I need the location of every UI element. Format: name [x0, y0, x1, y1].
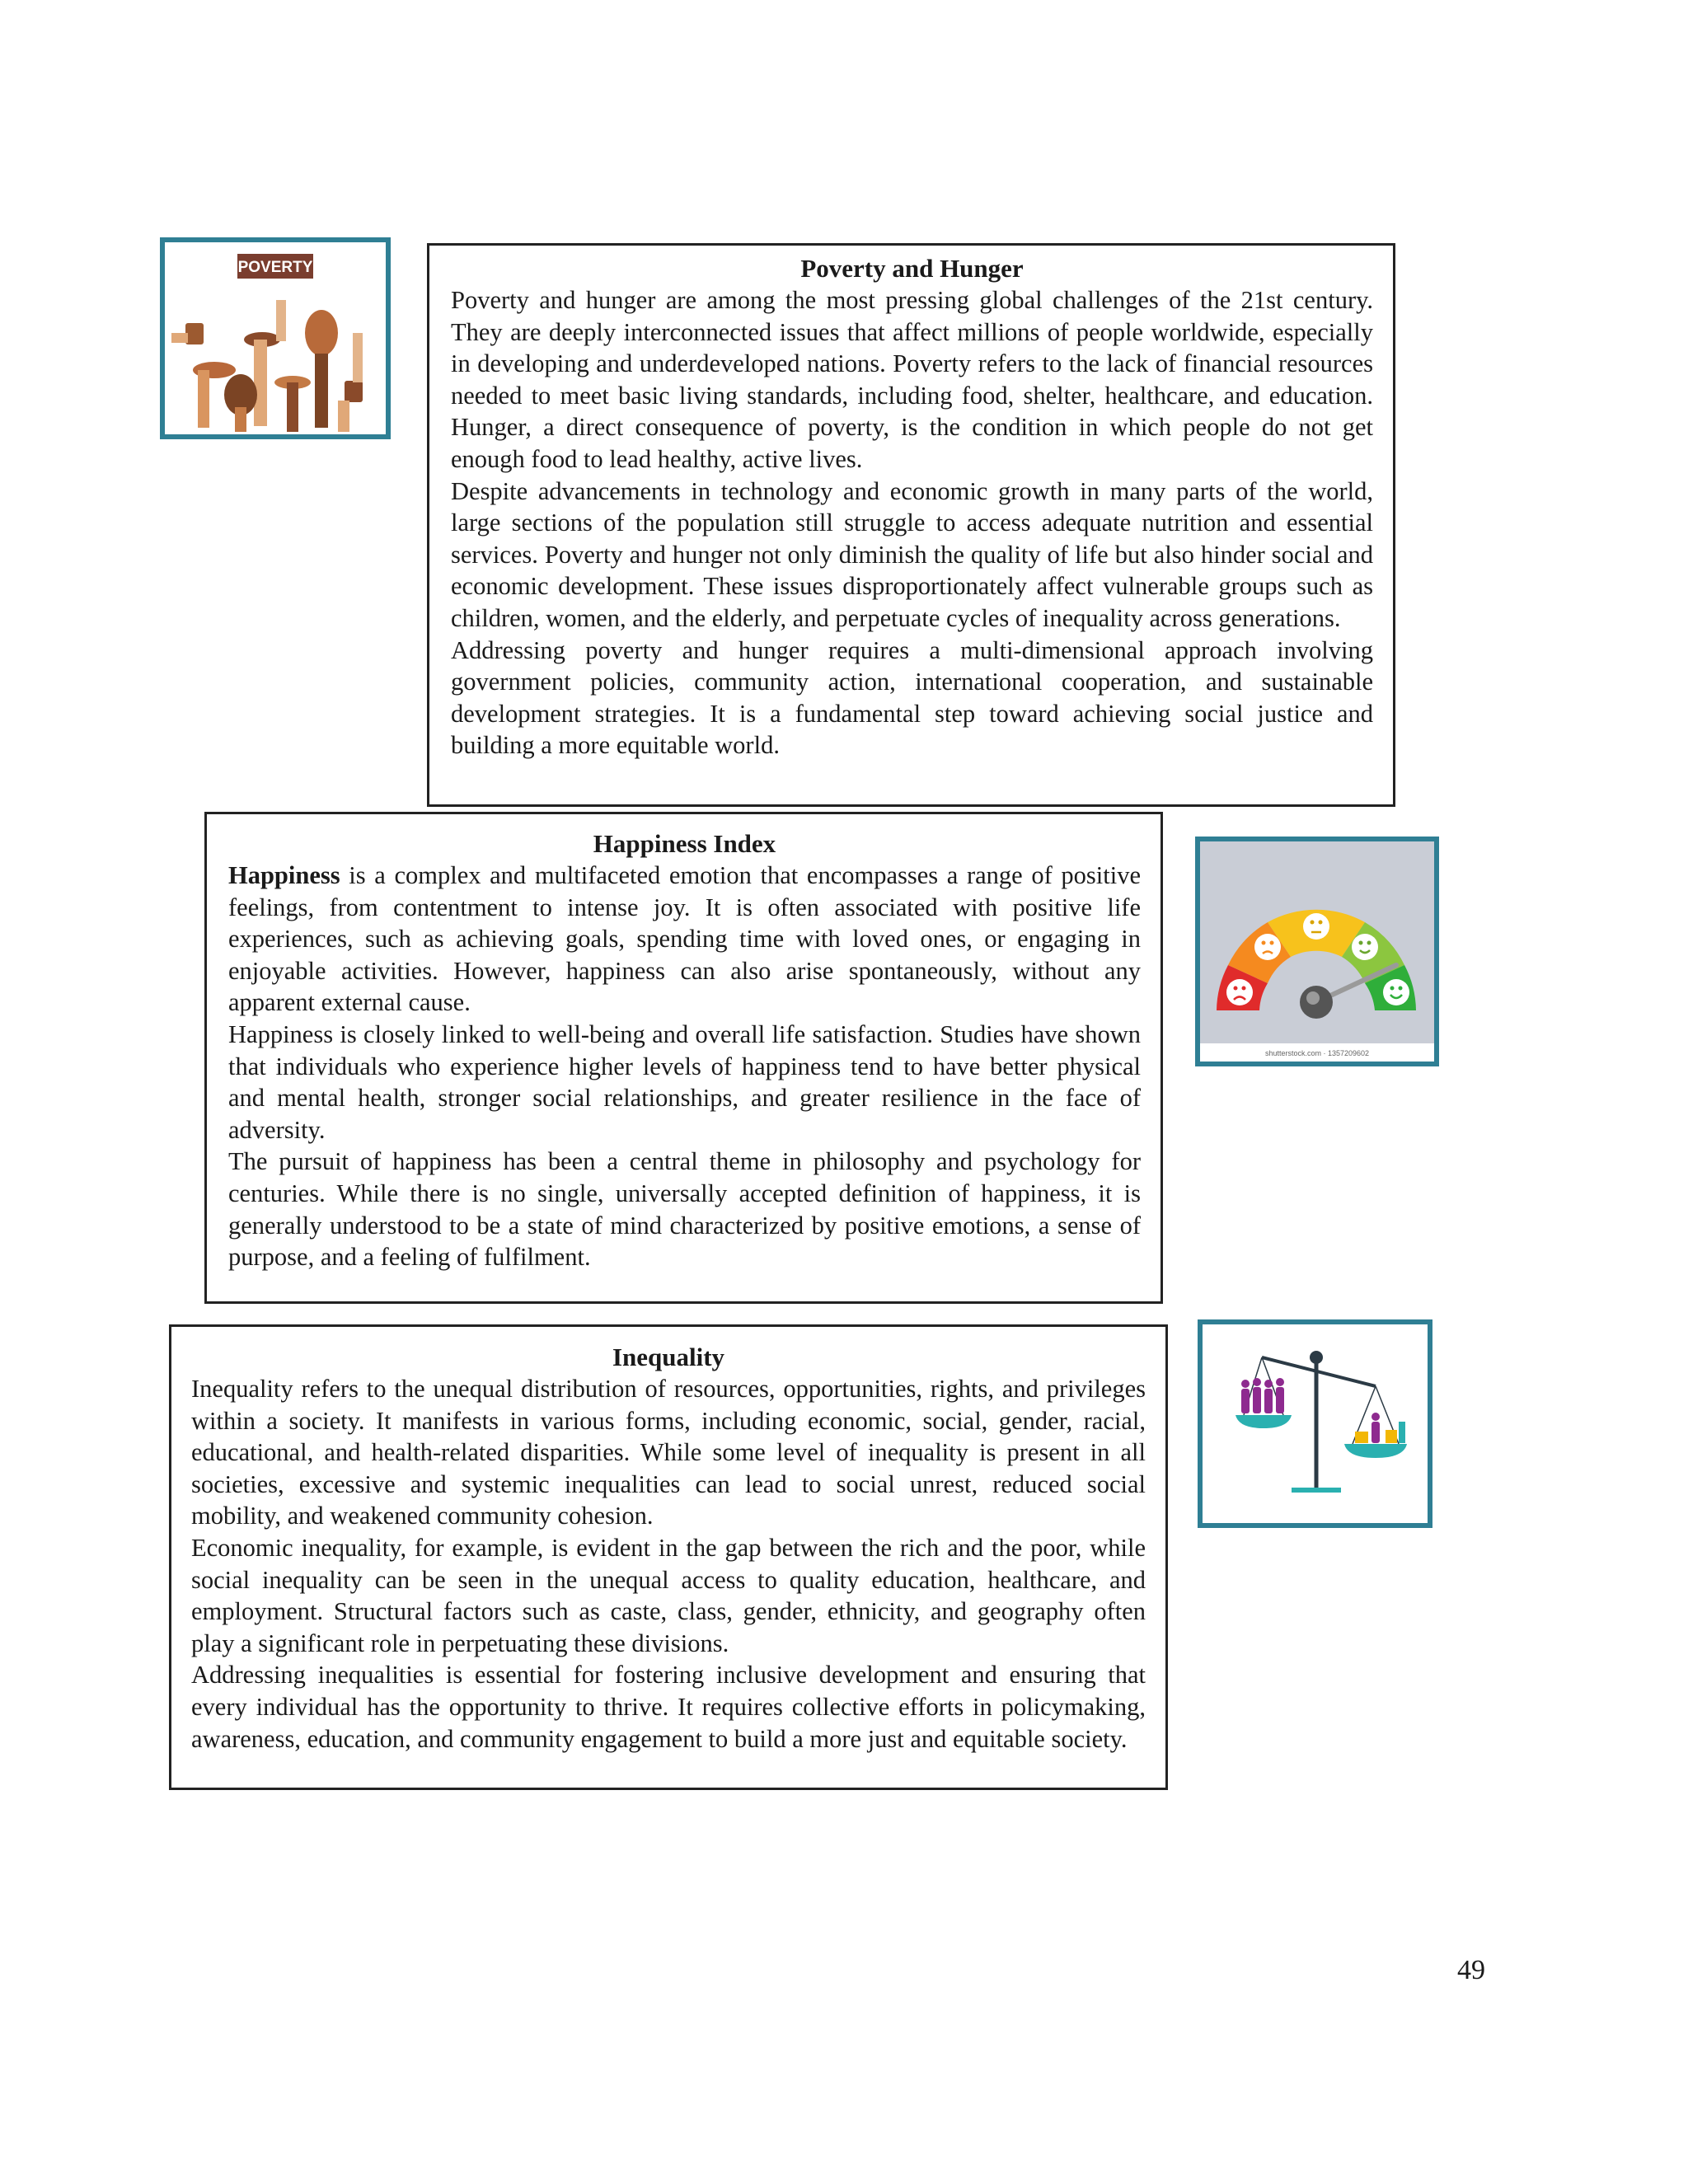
balance-scale-icon: [1203, 1324, 1428, 1523]
inequality-paragraph: Addressing inequalities is essential for fostering inclusive development and ensuring that every individual has the opportunity to thrive. It requires collective efforts in policymaking, awareness, education, and community engagement to build a more just and equitable society.: [191, 1661, 1146, 1753]
happiness-paragraph: [228, 860, 1141, 1019]
inequality-title: Inequality: [612, 1343, 725, 1371]
happiness-lead-text: is a complex and multifaceted emotion that encompasses a range of positive feelings, from contentment to intense joy. It is often associated with positive life experiences, such as achieving goals, spending time with loved ones, or engaging in enjoyable activities. However, happiness can also arise spontaneously, without any apparent external cause.: [228, 861, 1141, 1017]
inequality-box: [169, 1324, 1168, 1790]
happiness-bold-term: Happiness: [228, 861, 340, 889]
happiness-paragraph: Happiness is closely linked to well-being and overall life satisfaction. Studies have shown that individuals who experience higher levels of happiness tend to have better physical and mental health, stronger social relationships, and greater resilience in the face of adversity.: [228, 1019, 1141, 1144]
poverty-paragraph: Despite advancements in technology and economic growth in many parts of the world, large sections of the population still struggle to access adequate nutrition and essential services. Poverty and hunger not only diminish the quality of life but also hinder social and economic development. These issues disproportionately affect vulnerable groups such as children, women, and the elderly, and perpetuate cycles of inequality across generations.: [451, 476, 1373, 632]
inequality-scale-illustration: [1198, 1319, 1432, 1528]
happiness-gauge-icon: [1200, 841, 1434, 1062]
poverty-illustration: [160, 237, 391, 439]
inequality-paragraph: Inequality refers to the unequal distribution of resources, opportunities, rights, and privileges within a society. It manifests in various forms, including economic, social, gender, racial, educational, and health-related disparities. While some level of inequality is present in all societies, excessive and systemic inequalities can lead to social unrest, reduced social mobility, and weakened community cohesion.: [191, 1375, 1146, 1530]
happiness-index-box: [204, 812, 1163, 1304]
happiness-image-caption: shutterstock.com · 1357209602: [1264, 1049, 1370, 1057]
inequality-paragraph: Economic inequality, for example, is evident in the gap between the rich and the poor, while social inequality can be seen in the unequal access to quality education, healthcare, and employment. Structural factors such as caste, class, gender, ethnicity, and geography often play a significant role in perpetuating these divisions.: [191, 1533, 1146, 1657]
poverty-and-hunger-title: Poverty and Hunger: [800, 254, 1024, 283]
poverty-and-hunger-box: [427, 243, 1395, 807]
happiness-paragraph: The pursuit of happiness has been a central theme in philosophy and psychology for centuries. While there is no single, universally accepted definition of happiness, it is generally understood to be a state of mind characterized by positive emotions, a sense of purpose, and a feeling of fulfilment.: [228, 1147, 1141, 1272]
poverty-image-label: POVERTY: [237, 259, 313, 276]
poverty-paragraph: Poverty and hunger are among the most pressing global challenges of the 21st century. They are deeply interconnected issues that affect millions of people worldwide, especially in developing and underdeveloped nations. Poverty refers to the lack of financial resources needed to meet basic living standards, including food, shelter, healthcare, and education. Hunger, a direct consequence of poverty, is the condition in which people do not get enough food to lead healthy, active lives.: [451, 286, 1373, 473]
poverty-paragraph: Addressing poverty and hunger requires a multi-dimensional approach involving government policies, community action, international cooperation, and sustainable development strategies. It is a fundamental step toward achieving social justice and building a more equitable world.: [451, 635, 1373, 760]
poverty-hands-icon: [165, 242, 386, 434]
happiness-index-title: Happiness Index: [593, 829, 776, 858]
happiness-gauge-illustration: [1195, 837, 1439, 1066]
page-number: 49: [1457, 1955, 1485, 1985]
